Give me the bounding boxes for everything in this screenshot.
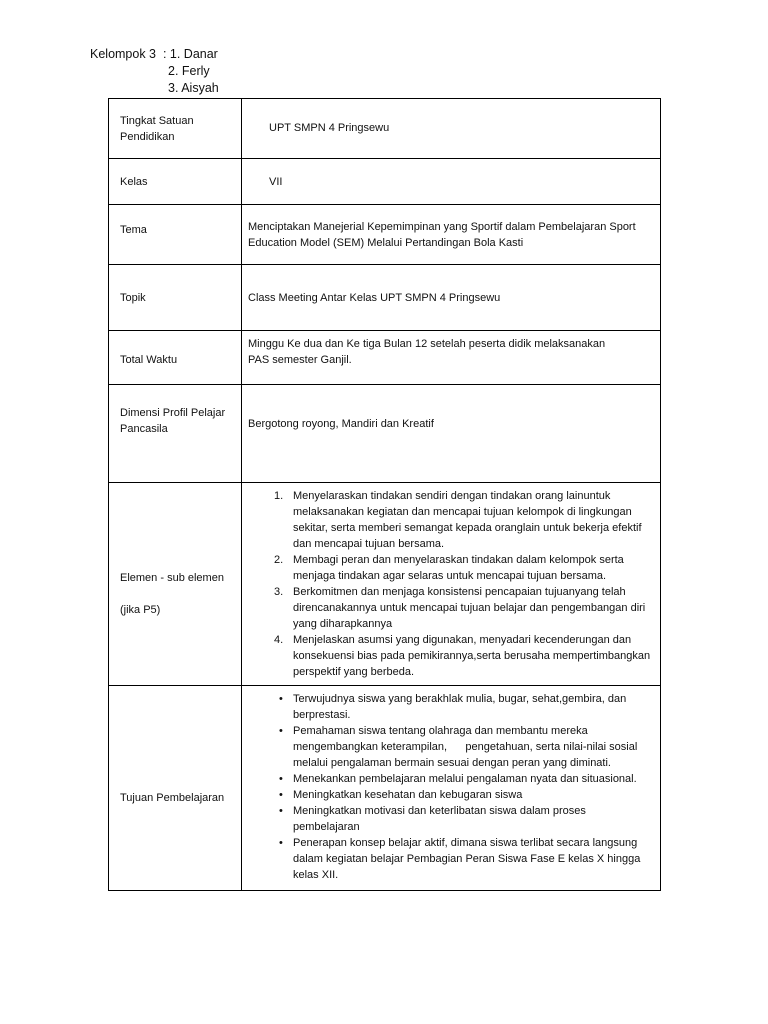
tujuan-item-text: Meningkatkan motivasi dan keterlibatan siswa dalam proses pembelajaran [293,805,586,833]
group-member-2: 2. Ferly [168,64,210,78]
row-topik [109,265,661,331]
row-kelas [109,159,661,205]
label-tema: Tema [109,205,242,265]
value-topik: Class Meeting Antar Kelas UPT SMPN 4 Pringsewu [242,265,661,331]
label-elemen-note: (jika P5) [120,604,161,616]
tujuan-item [248,723,652,771]
tujuan-item [248,771,652,787]
tujuan-item [248,835,652,883]
tujuan-item-text: Terwujudnya siswa yang berakhlak mulia, bugar, sehat,gembira, dan berprestasi. [293,693,627,721]
bullet-icon: • [279,693,283,705]
bullet-icon: • [279,773,283,785]
elemen-item [248,584,652,632]
elemen-item-text: Berkomitmen dan menjaga konsistensi pencapaian tujuanyang telah direncanakannya untuk mencapai tujuan belajar dan pengembangan diri yang diharapkannya [293,586,646,630]
elemen-item-number: 3. [274,586,284,598]
value-kelas: VII [242,159,661,205]
tujuan-list [248,691,652,883]
group-label: Kelompok 3 : 1. Danar [90,47,218,61]
row-waktu [109,331,661,385]
lesson-plan-table [108,98,661,891]
tujuan-item-text: Pemahaman siswa tentang olahraga dan membantu mereka mengembangkan keterampilan, pengetahuan, serta nilai-nilai sosial melalui pengalaman bermain sesuai dengan peran yang diminati. [293,725,641,769]
tujuan-item-text: Penerapan konsep belajar aktif, dimana siswa terlibat secara langsung dalam kegiatan belajar Pembagian Peran Siswa Fase E kelas X hingga kelas XII. [293,837,641,881]
value-waktu-line-2: PAS semester Ganjil. [248,354,352,366]
elemen-item [248,488,652,552]
elemen-item [248,632,652,680]
tujuan-item [248,691,652,723]
row-tema [109,205,661,265]
row-satuan [109,99,661,159]
tujuan-item-text: Meningkatkan kesehatan dan kebugaran siswa [293,789,523,801]
bullet-icon: • [279,805,283,817]
elemen-item-number: 4. [274,634,284,646]
label-satuan: Tingkat Satuan Pendidikan [109,99,242,159]
label-tujuan: Tujuan Pembelajaran [109,686,242,891]
label-topik: Topik [109,265,242,331]
value-tujuan [242,686,661,891]
tujuan-item [248,803,652,835]
group-header [90,46,219,97]
value-dimensi: Bergotong royong, Mandiri dan Kreatif [242,385,661,483]
label-elemen-cell [109,483,242,686]
bullet-icon: • [279,789,283,801]
value-satuan: UPT SMPN 4 Pringsewu [242,99,661,159]
value-waktu [242,331,661,385]
label-kelas: Kelas [109,159,242,205]
row-dimensi [109,385,661,483]
elemen-item-text: Membagi peran dan menyelaraskan tindakan dalam kelompok serta menjaga tindakan agar selaras untuk mencapai tujuan bersama. [293,554,624,582]
bullet-icon: • [279,725,283,737]
row-elemen [109,483,661,686]
elemen-item-number: 1. [274,490,284,502]
row-tujuan [109,686,661,891]
value-tema: Menciptakan Manejerial Kepemimpinan yang Sportif dalam Pembelajaran Sport Education Model (SEM) Melalui Pertandingan Bola Kasti [242,205,661,265]
value-waktu-line-1: Minggu Ke dua dan Ke tiga Bulan 12 setelah peserta didik melaksanakan [248,338,606,350]
tujuan-item [248,787,652,803]
elemen-list [248,488,652,680]
elemen-item-number: 2. [274,554,284,566]
label-elemen: Elemen - sub elemen [120,572,224,584]
value-elemen [242,483,661,686]
elemen-item-text: Menjelaskan asumsi yang digunakan, menyadari kecenderungan dan konsekuensi bias pada pemikirannya,serta berusaha mempertimbangkan perspektif yang berbeda. [293,634,651,678]
elemen-item [248,552,652,584]
group-member-3: 3. Aisyah [168,81,219,95]
label-waktu: Total Waktu [109,331,242,385]
bullet-icon: • [279,837,283,849]
elemen-item-text: Menyelaraskan tindakan sendiri dengan tindakan orang lainuntuk melaksanakan kegiatan dan mencapai tujuan kelompok di lingkungan sekitar, serta memberi semangat kepada oranglain untuk bekerja efektif dan mencapai tujuan bersama. [293,490,642,550]
tujuan-item-text: Menekankan pembelajaran melalui pengalaman nyata dan situasional. [293,773,637,785]
label-dimensi: Dimensi Profil Pelajar Pancasila [109,385,242,483]
